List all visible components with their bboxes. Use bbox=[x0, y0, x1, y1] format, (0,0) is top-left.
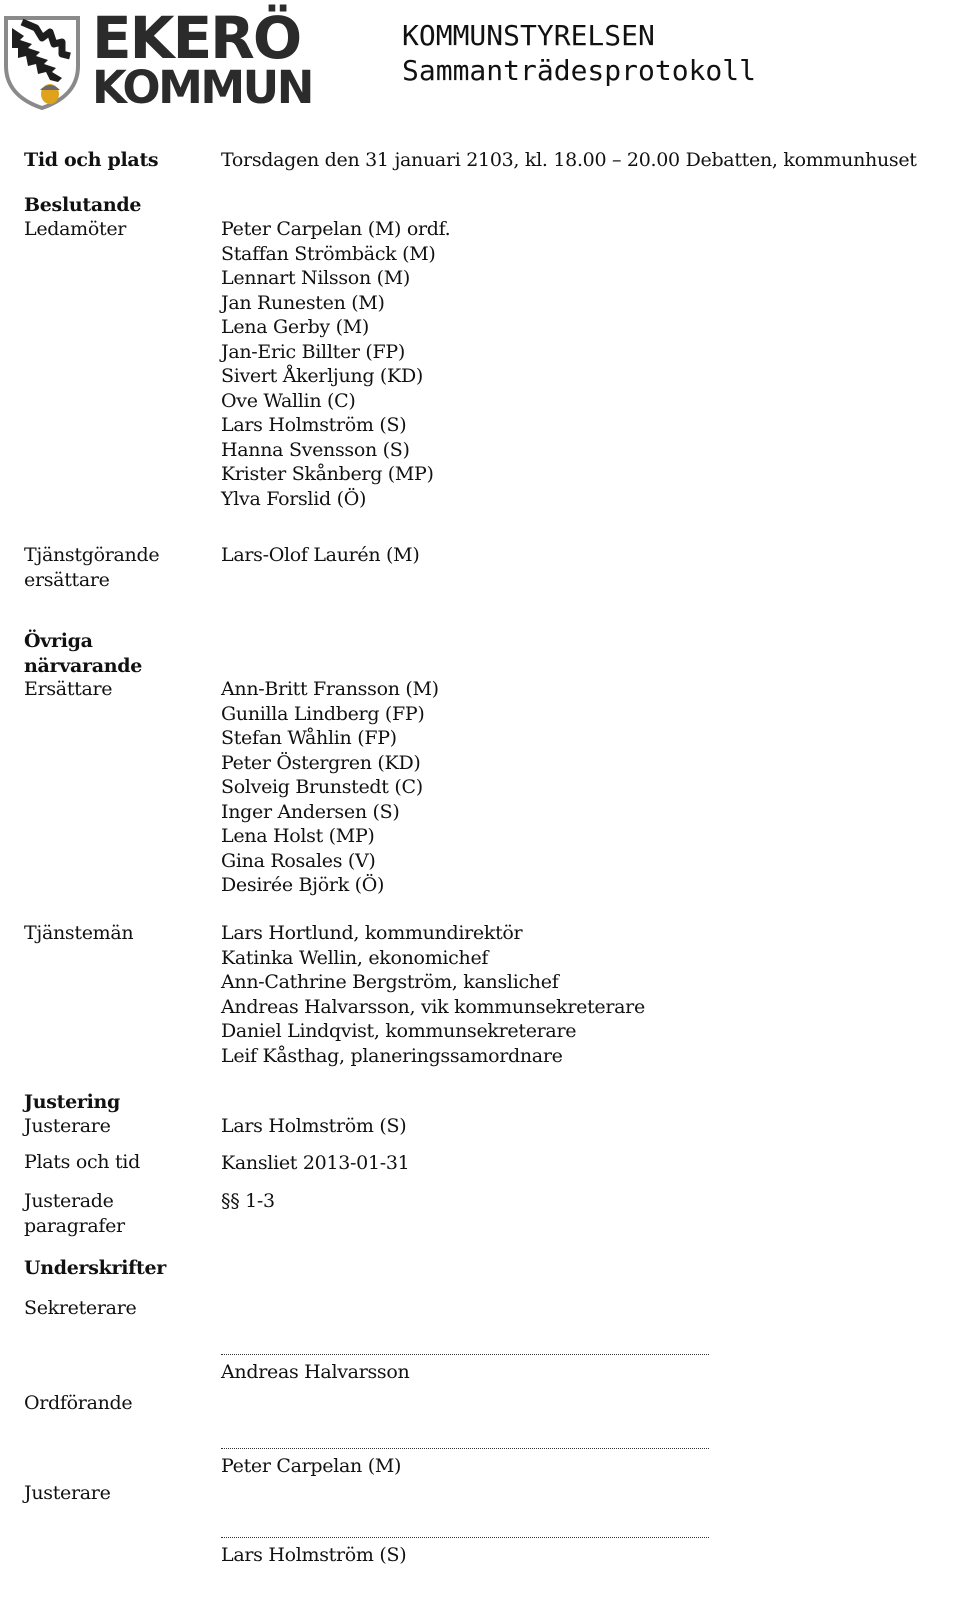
tjanstgorande-list bbox=[221, 543, 419, 568]
list-item: Lena Gerby (M) bbox=[221, 316, 369, 338]
underskrift-justerare-label: Justerare bbox=[24, 1482, 111, 1504]
list-item: Solveig Brunstedt (C) bbox=[221, 776, 423, 798]
tjanstemen-list bbox=[221, 921, 645, 1068]
tjanstgorande-label: Tjänstgörande ersättare bbox=[24, 544, 160, 591]
logo-wordmark-ekero: EKERÖ bbox=[92, 4, 301, 72]
list-item: Ann-Cathrine Bergström, kanslichef bbox=[221, 971, 559, 993]
document-subtitle: Sammanträdesprotokoll bbox=[402, 54, 757, 87]
list-item: Lars Holmström (S) bbox=[221, 414, 407, 436]
ersattare-label: Ersättare bbox=[24, 678, 113, 700]
ordforande-label: Ordförande bbox=[24, 1392, 133, 1414]
justerare-label: Justerare bbox=[24, 1115, 111, 1137]
list-item: Lennart Nilsson (M) bbox=[221, 267, 410, 289]
list-item: Peter Carpelan (M) ordf. bbox=[221, 218, 451, 240]
list-item: Staffan Strömbäck (M) bbox=[221, 242, 436, 265]
signature-line-ordforande bbox=[221, 1448, 709, 1449]
logo-wordmark-kommun: KOMMUN bbox=[92, 61, 312, 114]
list-item: Inger Andersen (S) bbox=[221, 800, 400, 823]
list-item: Andreas Halvarsson, vik kommunsekreterare bbox=[221, 995, 645, 1018]
list-item: Daniel Lindqvist, kommunsekreterare bbox=[221, 1020, 577, 1042]
beslutande-heading: Beslutande bbox=[24, 194, 142, 216]
justerade-paragrafer-label: Justerade paragrafer bbox=[24, 1190, 125, 1237]
list-item: Gina Rosales (V) bbox=[221, 849, 376, 872]
justerare-value: Lars Holmström (S) bbox=[221, 1115, 407, 1137]
list-item: Lena Holst (MP) bbox=[221, 825, 375, 847]
list-item: Gunilla Lindberg (FP) bbox=[221, 702, 425, 725]
list-item: Katinka Wellin, ekonomichef bbox=[221, 946, 489, 969]
document-title: KOMMUNSTYRELSEN bbox=[402, 19, 655, 52]
tjanstemen-label: Tjänstemän bbox=[24, 922, 134, 944]
list-item: Desirée Björk (Ö) bbox=[221, 874, 385, 896]
list-item: Hanna Svensson (S) bbox=[221, 438, 410, 461]
list-item: Ylva Forslid (Ö) bbox=[221, 487, 367, 510]
list-item: Peter Östergren (KD) bbox=[221, 751, 421, 774]
list-item: Ove Wallin (C) bbox=[221, 389, 356, 412]
justering-heading: Justering bbox=[24, 1091, 120, 1113]
list-item: Leif Kåsthag, planeringssamordnare bbox=[221, 1044, 563, 1067]
oak-leaf-shield-icon bbox=[2, 14, 82, 110]
justerade-paragrafer-value: §§ 1-3 bbox=[221, 1190, 275, 1212]
underskrift-justerare-name: Lars Holmström (S) bbox=[221, 1544, 407, 1566]
sekreterare-label: Sekreterare bbox=[24, 1297, 137, 1319]
list-item: Lars-Olof Laurén (M) bbox=[221, 544, 420, 566]
list-item: Sivert Åkerljung (KD) bbox=[221, 365, 423, 387]
plats-och-tid-value: Kansliet 2013-01-31 bbox=[221, 1152, 410, 1174]
signature-line-justerare bbox=[221, 1537, 709, 1538]
list-item: Lars Hortlund, kommundirektör bbox=[221, 922, 523, 944]
ledamoter-label: Ledamöter bbox=[24, 218, 127, 240]
list-item: Jan-Eric Billter (FP) bbox=[221, 340, 405, 363]
ordforande-name: Peter Carpelan (M) bbox=[221, 1455, 402, 1477]
list-item: Stefan Wåhlin (FP) bbox=[221, 727, 397, 749]
meeting-time-place-label: Tid och plats bbox=[24, 149, 159, 171]
underskrifter-heading: Underskrifter bbox=[24, 1257, 167, 1279]
ledamoter-list bbox=[221, 217, 450, 511]
municipality-logo bbox=[0, 0, 312, 116]
ovriga-narvarande-heading: Övriga närvarande bbox=[24, 630, 142, 677]
list-item: Jan Runesten (M) bbox=[221, 291, 385, 314]
plats-och-tid-label: Plats och tid bbox=[24, 1151, 140, 1173]
list-item: Ann-Britt Fransson (M) bbox=[221, 678, 439, 700]
meeting-time-place-value: Torsdagen den 31 januari 2103, kl. 18.00 – 20.00 Debatten, kommunhuset bbox=[221, 149, 917, 171]
sekreterare-name: Andreas Halvarsson bbox=[221, 1361, 410, 1383]
ersattare-list bbox=[221, 677, 439, 898]
signature-line-sekreterare bbox=[221, 1354, 709, 1355]
list-item: Krister Skånberg (MP) bbox=[221, 463, 434, 485]
